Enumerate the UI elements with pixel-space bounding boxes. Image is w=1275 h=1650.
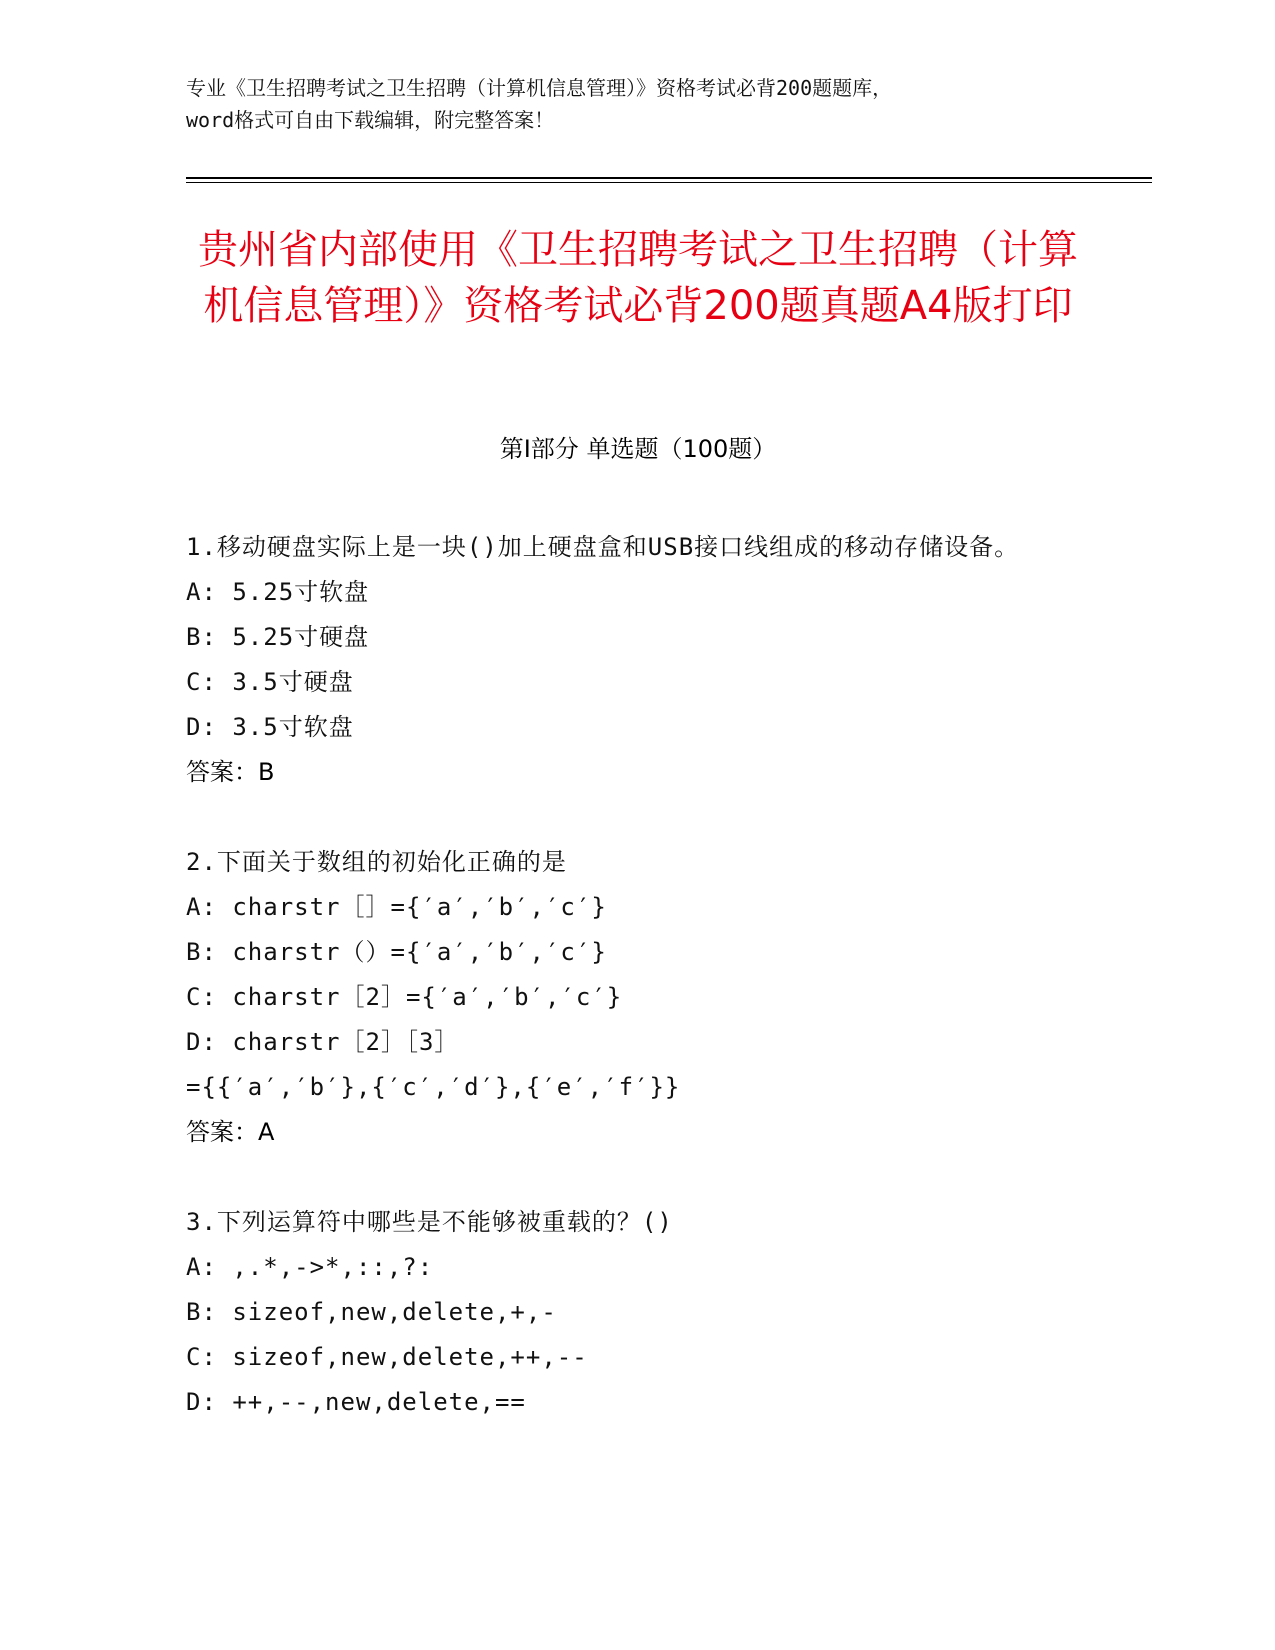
header-note	[186, 72, 1086, 136]
option-b: B: charstr（）={′a′,′b′,′c′}	[186, 938, 607, 966]
option-b: B: 5.25寸硬盘	[186, 623, 370, 651]
question-stem: 2.下面关于数组的初始化正确的是	[186, 848, 567, 876]
option-a: A: ,.*,->*,::,?:	[186, 1253, 434, 1281]
option-d: D: 3.5寸软盘	[186, 713, 354, 741]
question-2	[186, 840, 1086, 1155]
header-divider-thick	[186, 177, 1152, 179]
document-title: 贵州省内部使用《卫生招聘考试之卫生招聘（计算机信息管理）》资格考试必背200题真题A4版打印	[198, 227, 1078, 329]
option-c: C: sizeof,new,delete,++,--	[186, 1343, 588, 1371]
header-note-line-1: 专业《卫生招聘考试之卫生招聘（计算机信息管理）》资格考试必背200题题库，	[186, 76, 893, 100]
answer-label: 答案：B	[186, 758, 275, 786]
header-note-line-2: word格式可自由下载编辑，附完整答案！	[186, 108, 555, 132]
option-a: A: 5.25寸软盘	[186, 578, 370, 606]
option-c: C: 3.5寸硬盘	[186, 668, 354, 696]
question-stem: 3.下列运算符中哪些是不能够被重载的？()	[186, 1208, 673, 1236]
header-divider-thin	[186, 182, 1152, 183]
question-list	[186, 525, 1086, 1470]
section-title: 第Ⅰ部分 单选题（100题）	[499, 435, 777, 463]
option-c: C: charstr［2］={′a′,′b′,′c′}	[186, 983, 623, 1011]
question-1	[186, 525, 1086, 795]
option-d: D: charstr［2］［3］ ={{′a′,′b′},{′c′,′d′},{′e′,′f′}}	[186, 1028, 681, 1101]
question-stem: 1.移动硬盘实际上是一块()加上硬盘盒和USB接口线组成的移动存储设备。	[186, 533, 1020, 561]
question-3	[186, 1200, 1086, 1425]
option-b: B: sizeof,new,delete,+,-	[186, 1298, 557, 1326]
option-d: D: ++,--,new,delete,==	[186, 1388, 526, 1416]
answer-label: 答案：A	[186, 1118, 275, 1146]
option-a: A: charstr［］={′a′,′b′,′c′}	[186, 893, 607, 921]
